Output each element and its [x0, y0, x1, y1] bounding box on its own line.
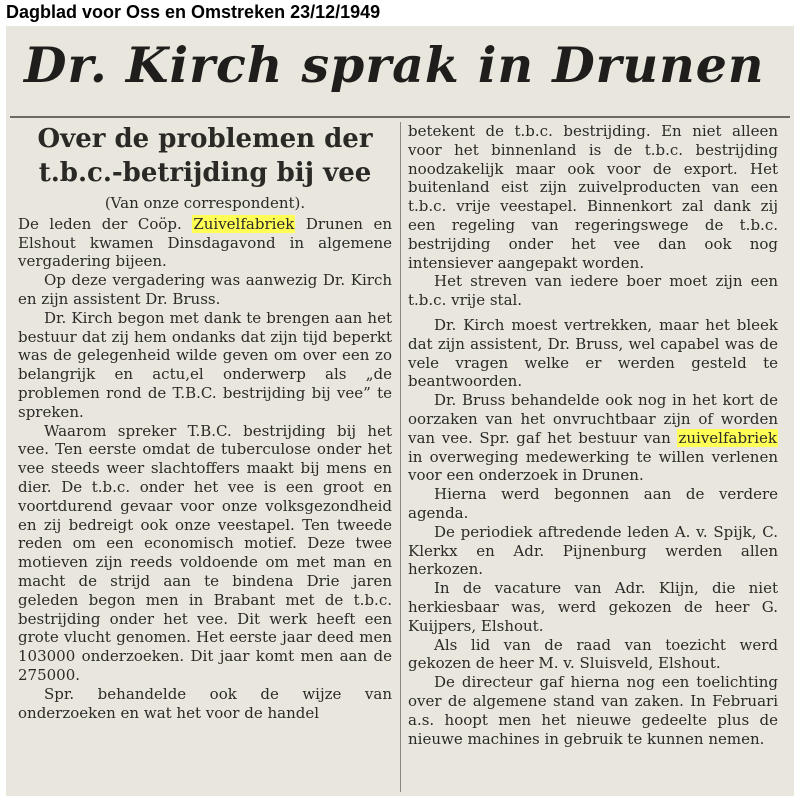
- paragraph: Als lid van de raad van toezicht werd gekozen de heer M. v. Sluisveld, Elshout.: [408, 635, 778, 673]
- column-divider: [400, 122, 401, 792]
- left-column: [18, 122, 392, 722]
- paragraph-text: Dr. Bruss behandelde ook nog in het kort de oorzaken van het onvruchtbaar zijn of worden van vee. Spr. gaf het bestuur van: [408, 391, 778, 447]
- paragraph: Op deze vergadering was aanwezig Dr. Kirch en zijn assistent Dr. Bruss.: [18, 271, 392, 308]
- paragraph: Dr. Kirch begon met dank te brengen aan het bestuur dat zij hem ondanks dat zijn tijd beperkt was de gelegenheid wilde geven om over een zo belangrijk en actu,el onderwerp als „de problemen rond de T.B.C. bestrijding bij vee” te spreken.: [18, 308, 392, 421]
- paragraph: Spr. behandelde ook de wijze van onderzoeken en wat het voor de handel: [18, 684, 392, 722]
- paragraph: Hierna werd begonnen aan de verdere agenda.: [408, 485, 778, 522]
- headline: Dr. Kirch sprak in Drunen: [24, 36, 765, 94]
- subheadline-line-1: Over de problemen der: [37, 124, 373, 154]
- paragraph: Het streven van iedere boer moet zijn een t.b.c. vrije stal.: [408, 272, 778, 310]
- paragraph: betekent de t.b.c. bestrijding. En niet alleen voor het binnenland is de t.b.c. bestrijding noodzakelijk maar ook voor de export. Het buitenland eist zijn zuivelproducten van een t.b.c. vrije veestapel. Binnenkort zal dank zij een regeling van regeringswege de t.b.c. bestrijding onder het vee dan ook nog intensiever aangepakt worden.: [408, 122, 778, 272]
- source-caption: Dagblad voor Oss en Omstreken 23/12/1949: [6, 2, 381, 22]
- paragraph-text: in overweging medewerking te willen verlenen voor een onderzoek in Drunen.: [408, 447, 778, 485]
- headline-rule: [10, 116, 790, 118]
- paragraph: De periodiek aftredende leden A. v. Spijk, C. Klerkx en Adr. Pijnenburg werden allen herkozen.: [408, 522, 778, 579]
- subheadline: [18, 122, 392, 190]
- newspaper-clipping: [6, 26, 794, 796]
- paragraph: De directeur gaf hierna nog een toelichting over de algemene stand van zaken. In Februari a.s. hoopt men het nieuwe gedeelte plus de nieuwe machines in gebruik te kunnen nemen.: [408, 673, 778, 748]
- subheadline-line-2: t.b.c.-betrijding bij vee: [38, 158, 372, 188]
- paragraph-text: Drunen en Elshout kwamen Dinsdagavond in algemene vergadering bijeen.: [18, 214, 392, 271]
- right-column: [408, 122, 778, 748]
- paragraph-text: De leden der Coöp.: [18, 214, 193, 233]
- highlighted-word: Zuivelfabriek: [193, 214, 295, 233]
- paragraph: [408, 391, 778, 485]
- byline: (Van onze correspondent).: [104, 194, 306, 212]
- paragraph: Dr. Kirch moest vertrekken, maar het bleek dat zijn assistent, Dr. Bruss, wel capabel was de vele vragen welke er werden gesteld te beantwoorden.: [408, 315, 778, 391]
- highlighted-word: zuivelfabriek: [678, 428, 777, 447]
- paragraph: In de vacature van Adr. Klijn, die niet herkiesbaar was, werd gekozen de heer G. Kuijpers, Elshout.: [408, 579, 778, 635]
- paragraph: Waarom spreker T.B.C. bestrijding bij het vee. Ten eerste omdat de tuberculose onder het vee steeds weer slachtoffers maakt bij mens en dier. De t.b.c. onder het vee is een groot en voortdurend gevaar voor onze volksgezondheid en zij bedreigt ook onze veestapel. Ten tweede reden om een economisch motief. Deze twee motieven zijn reeds voldoende om met man en macht de strijd aan te bindena Drie jaren geleden begon men in Brabant met de t.b.c. bestrijding onder het vee. Dit werk heeft een grote vlucht genomen. Het eerste jaar deed men 103000 onderzoeken. Dit jaar komt men aan de 275000.: [18, 421, 392, 684]
- paragraph: [18, 215, 392, 271]
